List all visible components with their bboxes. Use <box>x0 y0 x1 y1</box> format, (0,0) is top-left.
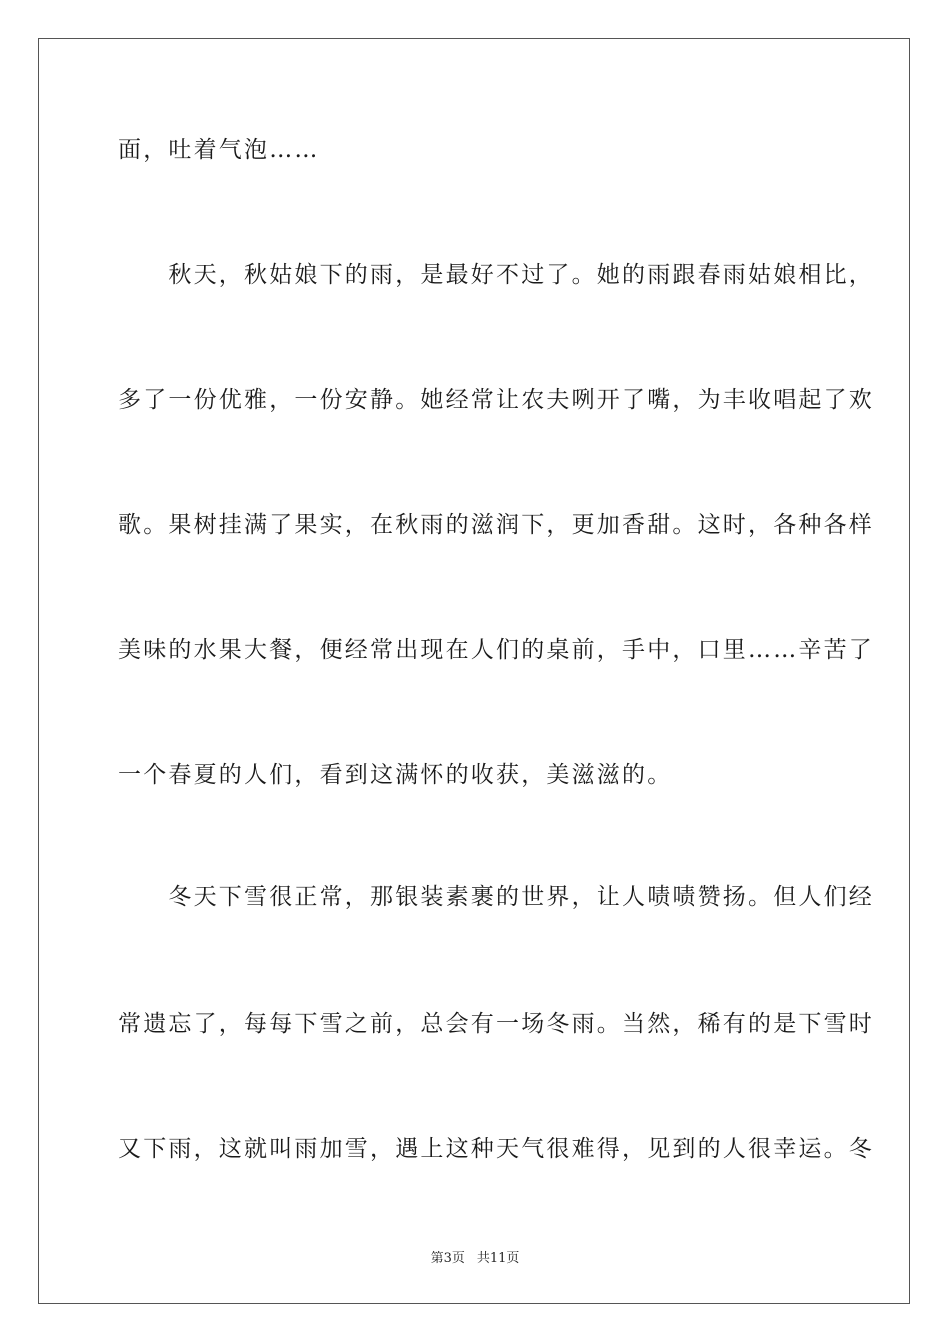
text-line: 常遗忘了，每每下雪之前，总会有一场冬雨。当然，稀有的是下雪时 <box>118 1011 874 1037</box>
text-line: 又下雨，这就叫雨加雪，遇上这种天气很难得，见到的人很幸运。冬 <box>118 1136 874 1162</box>
page-frame <box>38 38 910 1304</box>
text-line: 美味的水果大餐，便经常出现在人们的桌前，手中，口里……辛苦了 <box>118 637 874 663</box>
page-footer <box>0 1247 950 1266</box>
page-number: 第3页 <box>430 1251 465 1266</box>
text-line: 多了一份优雅，一份安静。她经常让农夫咧开了嘴，为丰收唱起了欢 <box>118 387 874 413</box>
page-total: 共11页 <box>476 1251 520 1266</box>
text-line: 面，吐着气泡…… <box>118 137 320 163</box>
text-line: 冬天下雪很正常，那银装素裹的世界，让人啧啧赞扬。但人们经 <box>118 884 874 910</box>
text-line: 秋天，秋姑娘下的雨，是最好不过了。她的雨跟春雨姑娘相比， <box>118 262 874 288</box>
text-line: 歌。果树挂满了果实，在秋雨的滋润下，更加香甜。这时，各种各样 <box>118 512 874 538</box>
text-line: 一个春夏的人们，看到这满怀的收获，美滋滋的。 <box>118 762 673 788</box>
